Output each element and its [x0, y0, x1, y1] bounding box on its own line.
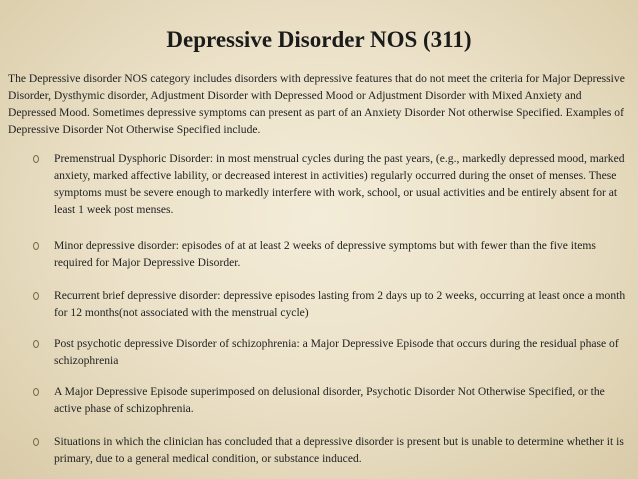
bullet-text: Post psychotic depressive Disorder of schizophrenia: a Major Depressive Episode that occurs during the residual phase of schizophrenia	[54, 337, 619, 367]
bullet-marker-icon	[33, 292, 39, 300]
intro-paragraph: The Depressive disorder NOS category includes disorders with depressive features that do not meet the criteria for Major Depressive Disorder, Dysthymic disorder, Adjustment Disorder with Depressed Mood or Adjustment Disorder with Mixed Anxiety and Depressed Mood. Sometimes depressive symptoms can present as part of an Anxiety Disorder Not otherwise Specified. Examples of Depressive Disorder Not Otherwise Specified include.	[8, 72, 625, 136]
bullet-text: Premenstrual Dysphoric Disorder: in most menstrual cycles during the past years, (e.g., markedly depressed mood, marked anxiety, marked affective lability, or decreased interest in activities) regularly occurred during the onset of menses. These symptoms must be severe enough to markedly interfere with work, school, or usual activities and be entirely absent for at least 1 week post menses.	[54, 152, 625, 216]
bullet-marker-icon	[33, 340, 39, 348]
bullet-marker-icon	[33, 155, 39, 163]
bullet-text: Recurrent brief depressive disorder: depressive episodes lasting from 2 days up to 2 weeks, occurring at least once a month for 12 months(not associated with the menstrual cycle)	[54, 289, 626, 319]
slide-title: Depressive Disorder NOS (311)	[166, 27, 472, 52]
bullet-marker-icon	[33, 438, 39, 446]
bullet-text: A Major Depressive Episode superimposed on delusional disorder, Psychotic Disorder Not Otherwise Specified, or the active phase of schizophrenia.	[54, 385, 605, 415]
bullet-text: Minor depressive disorder: episodes of at at least 2 weeks of depressive symptoms but with fewer than the five items required for Major Depressive Disorder.	[54, 239, 596, 269]
bullet-text: Situations in which the clinician has concluded that a depressive disorder is present but is unable to determine whether it is primary, due to a general medical condition, or substance induced.	[54, 435, 624, 465]
bullet-marker-icon	[33, 242, 39, 250]
bullet-marker-icon	[33, 388, 39, 396]
